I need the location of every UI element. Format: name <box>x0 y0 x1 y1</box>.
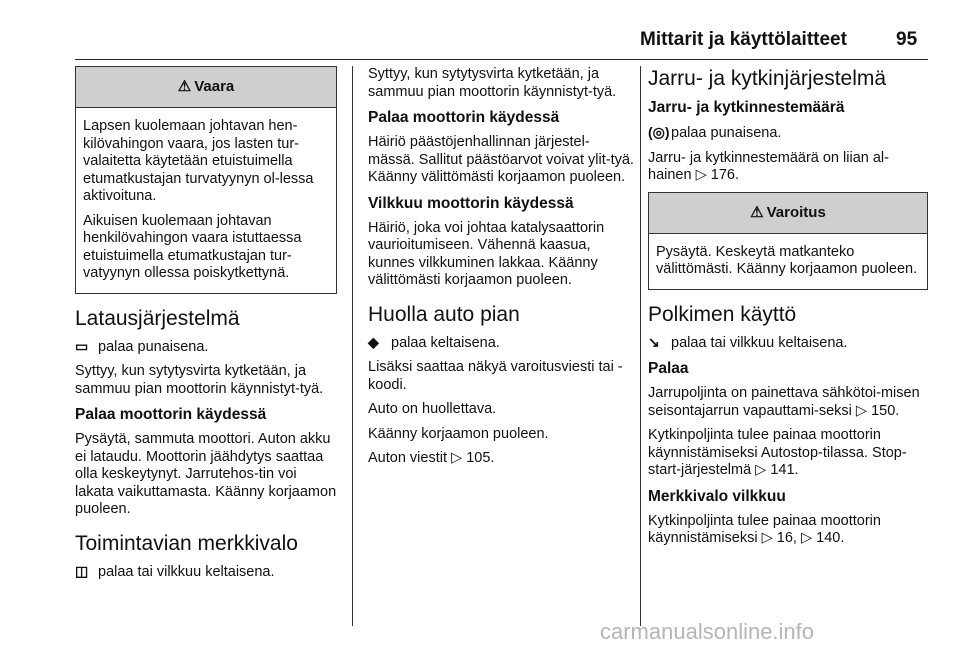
warning-triangle-icon: ⚠ <box>177 78 192 95</box>
danger-text-1: Lapsen kuolemaan johtavan hen-kilövahingon vaara, jos lasten tur-valaitetta käytetään etuistuimella etumatkustajan turvatyynyn ol-lessa aktivoituna. <box>83 118 314 204</box>
danger-box-header <box>76 67 336 108</box>
lit-text-1: Jarrupoljinta on painettava sähkötoi-misen seisontajarrun vapauttami-seksi ▷ 150. <box>648 385 920 419</box>
column-3 <box>648 66 928 555</box>
battery-icon: ▭ <box>75 337 89 354</box>
heading-blinks: Merkkivalo vilkkuu <box>648 487 786 505</box>
column-divider-2 <box>640 66 641 626</box>
caution-box-header <box>649 193 927 234</box>
service-text-2: Auto on huollettava. <box>368 401 497 417</box>
charging-text: Syttyy, kun sytytysvirta kytketään, ja sammuu pian moottorin käynnistyt-tyä. <box>75 363 324 397</box>
fluid-status: (◎)palaa punaisena. <box>648 124 782 141</box>
service-text-4: Auton viestit ▷ 105. <box>368 450 495 466</box>
heading-lit: Palaa <box>648 360 689 377</box>
blinking-text: Häiriö, joka voi johtaa katalysaattorin vaurioitumiseen. Vähennä kaasua, kunnes vilkkuminen lakkaa. Käänny välittömästi korjaamon puoleen. <box>368 219 605 288</box>
heading-charging-system: Latausjärjestelmä <box>75 306 240 330</box>
blink-text: Kytkinpoljinta tulee painaa moottorin käynnistämiseksi ▷ 16, ▷ 140. <box>648 512 881 546</box>
caution-box <box>648 192 928 290</box>
engine-icon: ◫ <box>75 562 89 579</box>
caution-title: Varoitus <box>766 203 826 221</box>
header-rule <box>75 59 928 60</box>
heading-service-soon: Huolla auto pian <box>368 302 520 326</box>
service-text-1: Lisäksi saattaa näkyä varoitusviesti tai -koodi. <box>368 359 623 393</box>
danger-box <box>75 66 337 294</box>
danger-title: Vaara <box>194 78 235 95</box>
column-2 <box>368 66 634 475</box>
page-number: 95 <box>896 29 918 50</box>
service-status: ◆ palaa keltaisena. <box>368 333 500 351</box>
service-car-icon: ◆ <box>368 333 379 350</box>
charging-status: ▭ palaa punaisena. <box>75 337 209 355</box>
fluid-text: Jarru- ja kytkinnestemäärä on liian al-hainen ▷ 176. <box>648 149 889 183</box>
danger-text-2: Aikuisen kuolemaan johtavan henkilövahingon vaara istuttaessa etuistuimella etumatkustajan tur-vatyynyn ollessa poiskytkettynä. <box>83 212 302 281</box>
heading-blinking: Vilkkuu moottorin käydessä <box>368 194 574 212</box>
heading-brake-fluid: Jarru- ja kytkinnestemäärä <box>648 99 845 116</box>
column-divider-1 <box>352 66 353 626</box>
heading-running-indicator: Palaa moottorin käydessä <box>368 109 560 126</box>
column-1 <box>75 66 337 588</box>
indicator-running-text: Häiriö päästöjenhallinnan järjestel-mässä. Sallitut päästöarvot voivat ylit-tyä. Käänny välittömästi korjaamon puoleen. <box>368 134 634 185</box>
page-header-title: Mittarit ja käyttölaitteet <box>640 29 847 50</box>
heading-malfunction-indicator: Toimintavian merkkivalo <box>75 531 298 555</box>
heading-running-charging: Palaa moottorin käydessä <box>75 406 267 423</box>
brake-icon: (◎) <box>648 124 670 140</box>
service-text-3: Käänny korjaamon puoleen. <box>368 425 549 442</box>
pedal-status: ↘ palaa tai vilkkuu keltaisena. <box>648 333 848 351</box>
indicator-status: ◫ palaa tai vilkkuu keltaisena. <box>75 562 275 580</box>
charging-running-text: Pysäytä, sammuta moottori. Auton akku ei lataudu. Moottorin jäähdytys saattaa olla keskeytynyt. Jarrutehos-tin voi lakata vaikuttamasta. Käänny korjaamon puoleen. <box>75 431 337 517</box>
caution-text: Pysäytä. Keskeytä matkanteko välittömästi. Käänny korjaamon puoleen. <box>656 243 918 277</box>
pedal-icon: ↘ <box>648 333 660 350</box>
heading-brake-system: Jarru- ja kytkinjärjestelmä <box>648 67 887 90</box>
warning-triangle-icon: ⚠ <box>750 203 764 221</box>
heading-pedal-operation: Polkimen käyttö <box>648 302 797 326</box>
watermark: carmanualsonline.info <box>600 619 815 644</box>
indicator-lights-text: Syttyy, kun sytytysvirta kytketään, ja sammuu pian moottorin käynnistyt-tyä. <box>368 66 617 100</box>
lit-text-2: Kytkinpoljinta tulee painaa moottorin käynnistämiseksi Autostop-tilassa. Stop-start-järjestelmä ▷ 141. <box>648 427 907 478</box>
